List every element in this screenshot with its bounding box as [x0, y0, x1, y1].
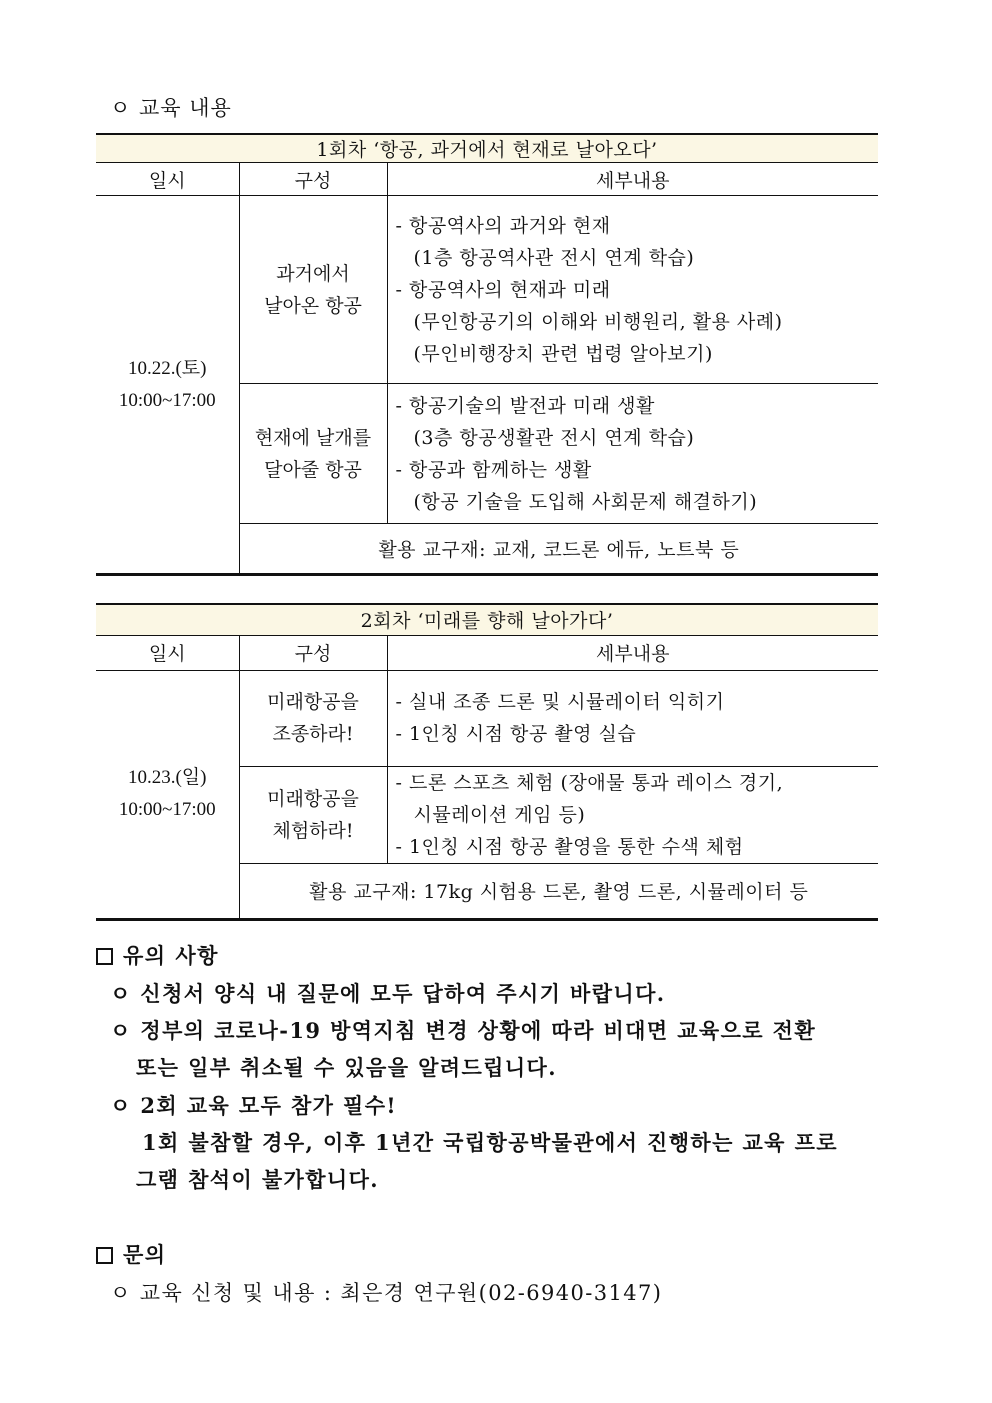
header-date: 일시 [96, 635, 239, 670]
header-details: 세부내용 [387, 163, 878, 196]
session1-time: 10:00~17:00 [118, 389, 216, 411]
session1-row2-details [387, 384, 878, 524]
detail-line: 시뮬레이션 게임 등) [413, 803, 586, 826]
detail-line: (무인항공기의 이해와 비행원리, 활용 사례) [413, 310, 783, 333]
session1-row2-composition: 현재에 날개를 달아줄 항공 [239, 384, 387, 524]
session2-row2-details [387, 766, 878, 863]
header-composition: 구성 [239, 635, 387, 670]
detail-line: - 1인칭 시점 항공 촬영을 통한 수색 체험 [395, 835, 744, 858]
detail-line: (3층 항공생활관 전시 연계 학습) [413, 426, 695, 449]
session1-datetime [96, 196, 239, 575]
session2-time: 10:00~17:00 [118, 799, 216, 820]
notice-item-cont: 1회 불참할 경우, 이후 1년간 국립항공박물관에서 진행하는 교육 프로 [142, 1130, 838, 1155]
notice-heading: 유의 사항 [96, 940, 219, 970]
header-date: 일시 [96, 163, 239, 196]
notice-item-cont: 또는 일부 취소될 수 있음을 알려드립니다. [136, 1055, 557, 1080]
session1-row1-details [387, 196, 878, 384]
session2-row1-composition: 미래항공을 조종하라! [239, 670, 387, 766]
header-details: 세부내용 [387, 635, 878, 670]
notice-item-cont: 그램 참석이 불가합니다. [136, 1167, 379, 1192]
checkbox-square-icon [96, 948, 113, 965]
session2-tools: 활용 교구재: 17kg 시험용 드론, 촬영 드론, 시뮬레이터 등 [239, 863, 878, 919]
session2-date: 10.23.(일) [127, 767, 207, 788]
header-composition: 구성 [239, 163, 387, 196]
detail-line: - 항공역사의 과거와 현재 [395, 214, 611, 237]
contact-heading: 문의 [96, 1239, 167, 1269]
session2-row1-details [387, 670, 878, 766]
detail-line: - 실내 조종 드론 및 시뮬레이터 익히기 [395, 691, 725, 713]
session2-table [96, 603, 878, 921]
notice-item: ㅇ 2회 교육 모두 참가 필수! [110, 1093, 398, 1118]
detail-line: (1층 항공역사관 전시 연계 학습) [413, 246, 695, 269]
session1-table [96, 133, 878, 576]
notice-item: ㅇ 신청서 양식 내 질문에 모두 답하여 주시기 바랍니다. [110, 981, 666, 1006]
notice-item: ㅇ 정부의 코로나-19 방역지침 변경 상황에 따라 비대면 교육으로 전환 [110, 1018, 817, 1043]
checkbox-square-icon [96, 1247, 113, 1264]
section-intro: ㅇ 교육 내용 [110, 96, 232, 120]
session1-date: 10.22.(토) [127, 357, 207, 379]
session2-title: 2회차 ‘미래를 향해 날아가다’ [96, 604, 878, 635]
session1-tools: 활용 교구재: 교재, 코드론 에듀, 노트북 등 [239, 524, 878, 575]
detail-line: - 1인칭 시점 항공 촬영 실습 [395, 723, 637, 745]
detail-line: (무인비행장치 관련 법령 알아보기) [413, 342, 713, 365]
session1-row1-composition: 과거에서 날아온 항공 [239, 196, 387, 384]
session1-title: 1회차 ‘항공, 과거에서 현재로 날아오다’ [96, 134, 878, 163]
detail-line: (항공 기술을 도입해 사회문제 해결하기) [413, 490, 758, 513]
detail-line: - 항공역사의 현재과 미래 [395, 278, 611, 301]
detail-line: - 항공과 함께하는 생활 [395, 458, 592, 481]
session2-row2-composition: 미래항공을 체험하라! [239, 766, 387, 863]
session2-datetime [96, 670, 239, 919]
contact-line: ㅇ 교육 신청 및 내용 : 최은경 연구원(02-6940-3147) [110, 1281, 663, 1305]
detail-line: - 항공기술의 발전과 미래 생활 [395, 394, 655, 417]
detail-line: - 드론 스포츠 체험 (장애물 통과 레이스 경기, [395, 771, 784, 794]
